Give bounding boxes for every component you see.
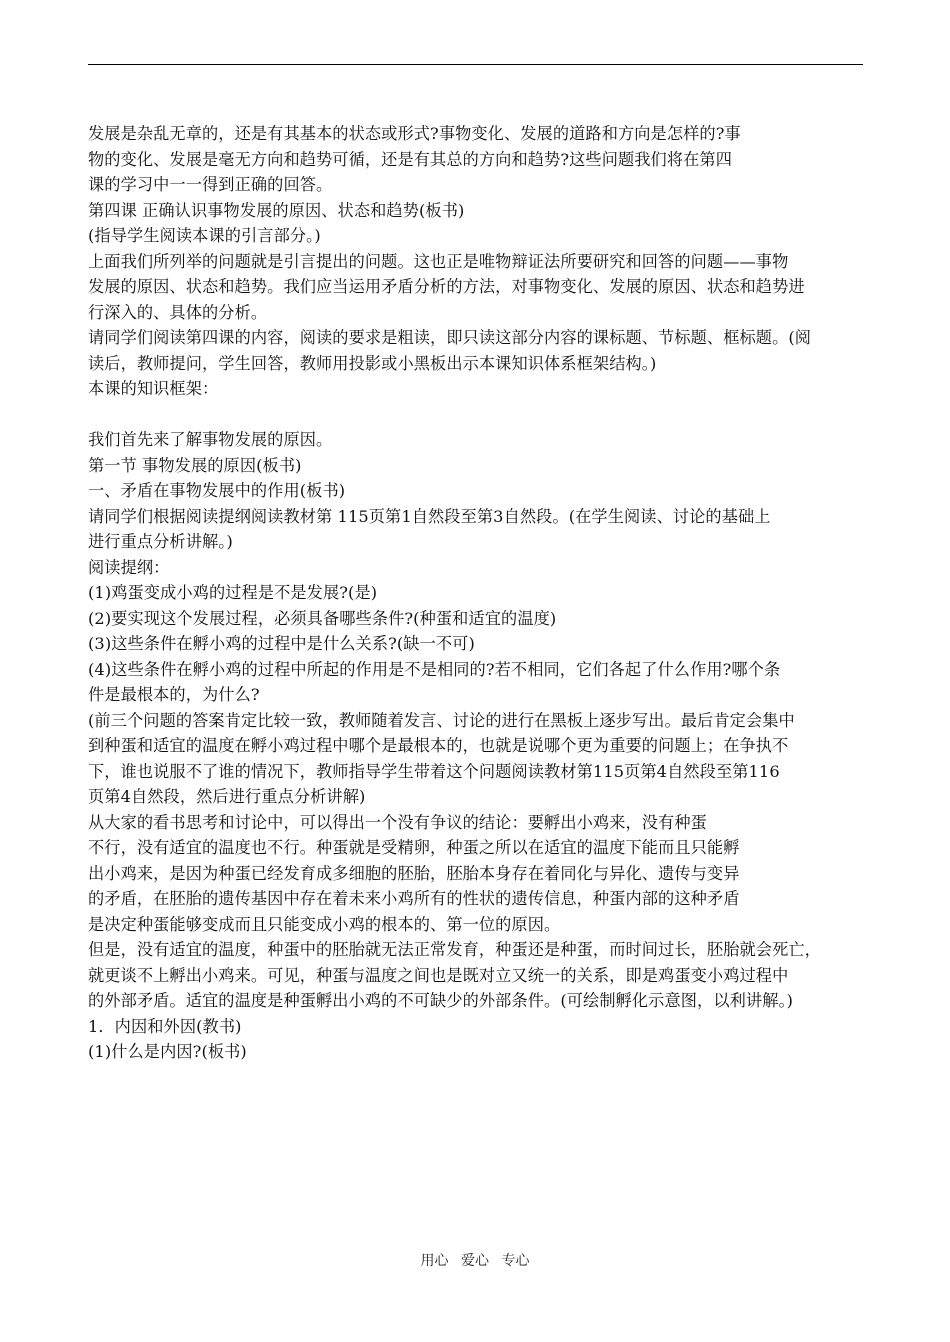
text-line: (前三个问题的答案肯定比较一致，教师随着发言、讨论的进行在黑板上逐步写出。最后肯定会集中 [88, 710, 795, 730]
text-line: 我们首先来了解事物发展的原因。 [88, 430, 333, 449]
text-line: 上面我们所列举的问题就是引言提出的问题。这也正是唯物辩证法所要研究和回答的问题——事物 [88, 251, 789, 271]
text-line: (指导学生阅读本课的引言部分。) [88, 226, 321, 245]
text-line: 但是，没有适宜的温度，种蛋中的胚胎就无法正常发育，种蛋还是种蛋，而时间过长，胚胎就会死亡， [88, 940, 821, 959]
section-title: 第一节 事物发展的原因(板书) [88, 455, 302, 475]
outline-item: (3)这些条件在孵小鸡的过程中是什么关系?(缺一不可) [88, 634, 475, 653]
text-line: 行深入的、具体的分析。 [88, 302, 268, 322]
text-line: 请同学们阅读第四课的内容，阅读的要求是粗读，即只读这部分内容的课标题、节标题、框标题。(阅 [88, 328, 812, 347]
text-line: 阅读提纲： [88, 557, 170, 577]
text-line: 课的学习中一一得到正确的回答。 [88, 175, 333, 194]
page-footer: 用心 爱心 专心 [420, 1253, 530, 1269]
outline-item: (4)这些条件在孵小鸡的过程中所起的作用是不是相同的?若不相同，它们各起了什么作用?哪个条 [88, 659, 781, 679]
text-line: 发展是杂乱无章的，还是有其基本的状态或形式?事物变化、发展的道路和方向是怎样的?事 [88, 124, 741, 143]
text-line: 的矛盾，在胚胎的遗传基因中存在着未来小鸡所有的性状的遗传信息，种蛋内部的这种矛盾 [88, 889, 740, 908]
text-line: 不行，没有适宜的温度也不行。种蛋就是受精卵，种蛋之所以在适宜的温度下能而且只能孵 [88, 838, 740, 857]
text-line: 请同学们根据阅读提纲阅读教材第 115页第1自然段至第3自然段。(在学生阅读、讨论的基础上 [88, 506, 771, 526]
text-line: 发展的原因、状态和趋势。我们应当运用矛盾分析的方法，对事物变化、发展的原因、状态和趋势进 [88, 277, 805, 296]
document-body [88, 121, 863, 1065]
text-line: 进行重点分析讲解。) [88, 532, 233, 551]
outline-item: (1)鸡蛋变成小鸡的过程是不是发展?(是) [88, 583, 378, 602]
text-line: 就更谈不上孵出小鸡来。可见，种蛋与温度之间也是既对立又统一的关系，即是鸡蛋变小鸡过程中 [88, 965, 789, 985]
text-line: 到种蛋和适宜的温度在孵小鸡过程中哪个是最根本的，也就是说哪个更为重要的问题上；在争执不 [88, 736, 789, 755]
subheading: 1．内因和外因(教书) [88, 1016, 242, 1036]
subheading: (1)什么是内因?(板书) [88, 1042, 247, 1061]
text-line: 件是最根本的，为什么? [88, 685, 260, 704]
text-line: 出小鸡来，是因为种蛋已经发育成多细胞的胚胎，胚胎本身存在着同化与异化、遗传与变异 [88, 863, 740, 883]
text-line: 是决定种蛋能够变成而且只能变成小鸡的根本的、第一位的原因。 [88, 914, 561, 934]
text-line: 读后，教师提问，学生回答，教师用投影或小黑板出示本课知识体系框架结构。) [88, 353, 657, 373]
blank-line [88, 402, 863, 428]
text-line: 本课的知识框架： [88, 379, 219, 398]
subsection-title: 一、矛盾在事物发展中的作用(板书) [88, 481, 346, 500]
header-rule [88, 64, 863, 65]
text-line: 下，谁也说服不了谁的情况下，教师指导学生带着这个问题阅读教材第115页第4自然段至第116 [88, 761, 780, 781]
outline-item: (2)要实现这个发展过程，必须具备哪些条件?(种蛋和适宜的温度) [88, 608, 557, 628]
text-line: 物的变化、发展是毫无方向和趋势可循，还是有其总的方向和趋势?这些问题我们将在第四 [88, 149, 732, 169]
text-line: 的外部矛盾。适宜的温度是种蛋孵出小鸡的不可缺少的外部条件。(可绘制孵化示意图，以利讲解。) [88, 991, 794, 1010]
lesson-title: 第四课 正确认识事物发展的原因、状态和趋势(板书) [88, 200, 465, 220]
text-line: 页第4自然段，然后进行重点分析讲解) [88, 787, 366, 806]
text-line: 从大家的看书思考和讨论中，可以得出一个没有争议的结论：要孵出小鸡来，没有种蛋 [88, 812, 707, 832]
